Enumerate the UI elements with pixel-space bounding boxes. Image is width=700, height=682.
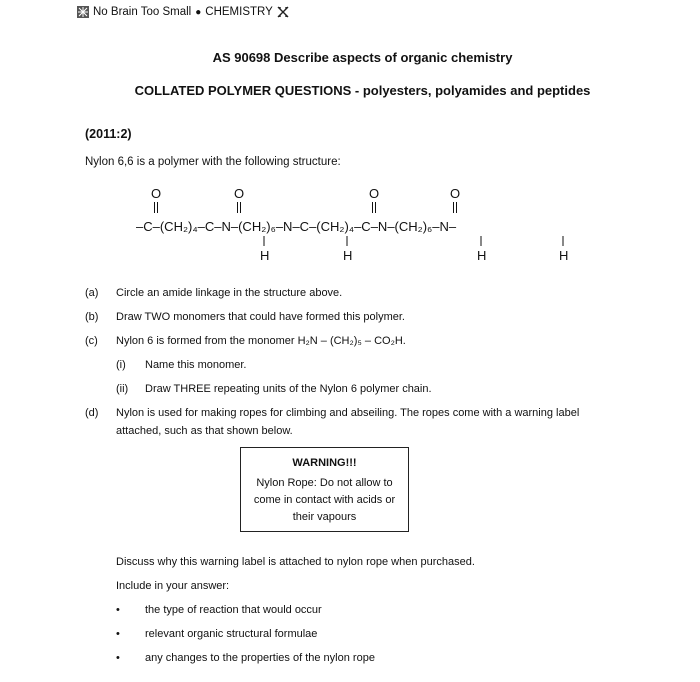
bullet-dot-icon: • (116, 604, 120, 616)
discuss-text: Discuss why this warning label is attached to nylon rope when purchased. (116, 556, 475, 568)
warning-title: WARNING!!! (292, 457, 357, 469)
bullet-dot-icon: • (116, 652, 120, 664)
question-d-label: (d) (85, 407, 99, 419)
hydrogen-3: H (477, 248, 487, 263)
include-text: Include in your answer: (116, 580, 230, 592)
question-d-line2: attached, such as that shown below. (116, 425, 293, 437)
warning-line-3: their vapours (292, 511, 357, 523)
hydrogen-1: H (260, 248, 270, 263)
question-ci-label: (i) (116, 359, 126, 371)
question-cii-text: Draw THREE repeating units of the Nylon 6 polymer chain. (145, 383, 432, 395)
hydrogen-4: H (559, 248, 569, 263)
bullet-item-1: the type of reaction that would occur (145, 604, 322, 616)
question-ci-text: Name this monomer. (145, 359, 247, 371)
page-subtitle: COLLATED POLYMER QUESTIONS - polyesters, polyamides and peptides (134, 83, 591, 98)
oxygen-1: O (151, 186, 162, 201)
bullet-item-3: any changes to the properties of the nylon rope (145, 652, 375, 664)
intro-text: Nylon 6,6 is a polymer with the following structure: (85, 156, 341, 168)
molecule-logo-icon (277, 6, 289, 18)
oxygen-3: O (369, 186, 380, 201)
hydrogen-2: H (343, 248, 353, 263)
structure-chain: –C–(CH₂)₄–C–N–(CH₂)₆–N–C–(CH₂)₄–C–N–(CH₂)₆–N– (136, 219, 457, 234)
question-b-label: (b) (85, 311, 99, 323)
subject-name: CHEMISTRY (205, 6, 273, 18)
exam-year: (2011:2) (85, 127, 132, 141)
brain-logo-icon (77, 6, 89, 18)
warning-label-box (240, 447, 409, 532)
bullet-item-2: relevant organic structural formulae (145, 628, 318, 640)
question-d-line1: Nylon is used for making ropes for climbing and abseiling. The ropes come with a warning label (116, 407, 580, 419)
warning-line-1: Nylon Rope: Do not allow to (256, 477, 393, 489)
page-header (77, 6, 289, 18)
question-c-text: Nylon 6 is formed from the monomer H₂N – (CH₂)₅ – CO₂H. (116, 335, 406, 347)
oxygen-2: O (234, 186, 245, 201)
question-cii-label: (ii) (116, 383, 129, 395)
bullet-dot-icon: • (116, 628, 120, 640)
oxygen-4: O (450, 186, 461, 201)
question-b-text: Draw TWO monomers that could have formed this polymer. (116, 311, 405, 323)
warning-line-2: come in contact with acids or (253, 494, 396, 506)
page-title: AS 90698 Describe aspects of organic chemistry (212, 50, 513, 65)
bullet-dot-icon: ● (195, 6, 202, 18)
question-a-label: (a) (85, 287, 99, 299)
nylon-structure-diagram (136, 180, 596, 270)
question-a-text: Circle an amide linkage in the structure above. (116, 287, 343, 299)
site-name: No Brain Too Small (93, 6, 192, 18)
question-c-label: (c) (85, 335, 98, 347)
